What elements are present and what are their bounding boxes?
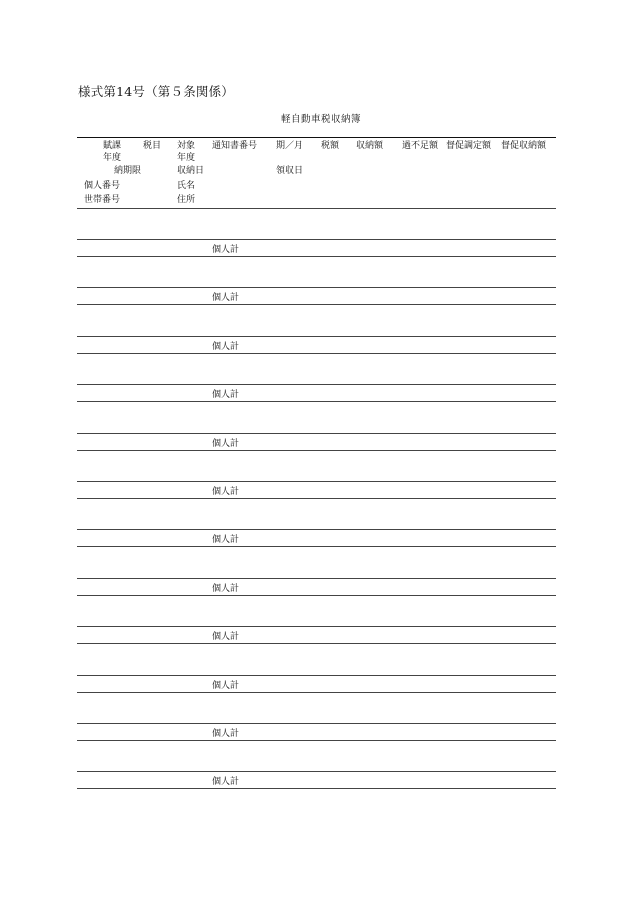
header-jusho: 住所 xyxy=(177,195,196,205)
record-separator-line xyxy=(77,239,556,240)
subtotal-label: 個人計 xyxy=(212,729,240,739)
subtotal-line xyxy=(77,546,556,547)
subtotal-line xyxy=(77,643,556,644)
subtotal-line xyxy=(77,256,556,257)
record-separator-line xyxy=(77,481,556,482)
header-shunogaku: 収納額 xyxy=(356,141,384,151)
subtotal-label: 個人計 xyxy=(212,535,240,546)
record-separator-line xyxy=(77,771,556,772)
subtotal-line xyxy=(77,353,556,354)
subtotal-label: 個人計 xyxy=(212,293,240,304)
header-taisho: 対象 年度 xyxy=(177,141,196,163)
record-separator-line xyxy=(77,287,556,288)
subtotal-label: 個人計 xyxy=(212,632,240,643)
subtotal-line xyxy=(77,304,556,305)
subtotal-label: 個人計 xyxy=(212,777,240,788)
subtotal-label: 個人計 xyxy=(212,390,240,401)
subtotal-line xyxy=(77,450,556,451)
form-number: 様式第14号（第５条関係） xyxy=(78,84,235,99)
header-shimei: 氏名 xyxy=(177,181,196,191)
subtotal-line xyxy=(77,692,556,693)
subtotal-line xyxy=(77,595,556,596)
header-top-rule xyxy=(77,137,556,138)
record-separator-line xyxy=(77,336,556,337)
document-title: 軽自動車税収納簿 xyxy=(280,114,361,125)
header-kafusoku: 過不足額 xyxy=(402,141,439,151)
header-nokigen: 納期限 xyxy=(114,166,142,176)
record-separator-line xyxy=(77,723,556,724)
record-separator-line xyxy=(77,675,556,676)
record-separator-line xyxy=(77,433,556,434)
record-separator-line xyxy=(77,384,556,385)
subtotal-line xyxy=(77,788,556,789)
subtotal-label: 個人計 xyxy=(212,245,240,255)
header-tokusoku-shuno: 督促収納額 xyxy=(501,141,547,151)
record-separator-line xyxy=(77,529,556,530)
header-fuka: 賦課 年度 xyxy=(103,141,122,163)
header-shunobi: 収納日 xyxy=(177,166,205,176)
subtotal-label: 個人計 xyxy=(212,583,240,594)
subtotal-label: 個人計 xyxy=(212,341,240,352)
subtotal-line xyxy=(77,498,556,499)
header-ki-tsuki: 期／月 xyxy=(276,141,304,151)
subtotal-line xyxy=(77,740,556,741)
header-kojin-bango: 個人番号 xyxy=(84,181,121,191)
subtotal-label: 個人計 xyxy=(212,438,240,449)
header-bottom-rule xyxy=(77,208,556,209)
record-separator-line xyxy=(77,626,556,627)
header-zeigaku: 税額 xyxy=(321,141,340,151)
header-tokusoku-chotei: 督促調定額 xyxy=(446,141,492,151)
header-setai-bango: 世帯番号 xyxy=(84,195,121,205)
record-separator-line xyxy=(77,578,556,579)
header-ryoshubi: 領収日 xyxy=(276,166,304,176)
subtotal-label: 個人計 xyxy=(212,487,240,497)
subtotal-label: 個人計 xyxy=(212,680,240,691)
header-zeimoku: 税目 xyxy=(143,141,162,151)
subtotal-line xyxy=(77,401,556,402)
header-tsuchisho: 通知書番号 xyxy=(212,141,258,151)
